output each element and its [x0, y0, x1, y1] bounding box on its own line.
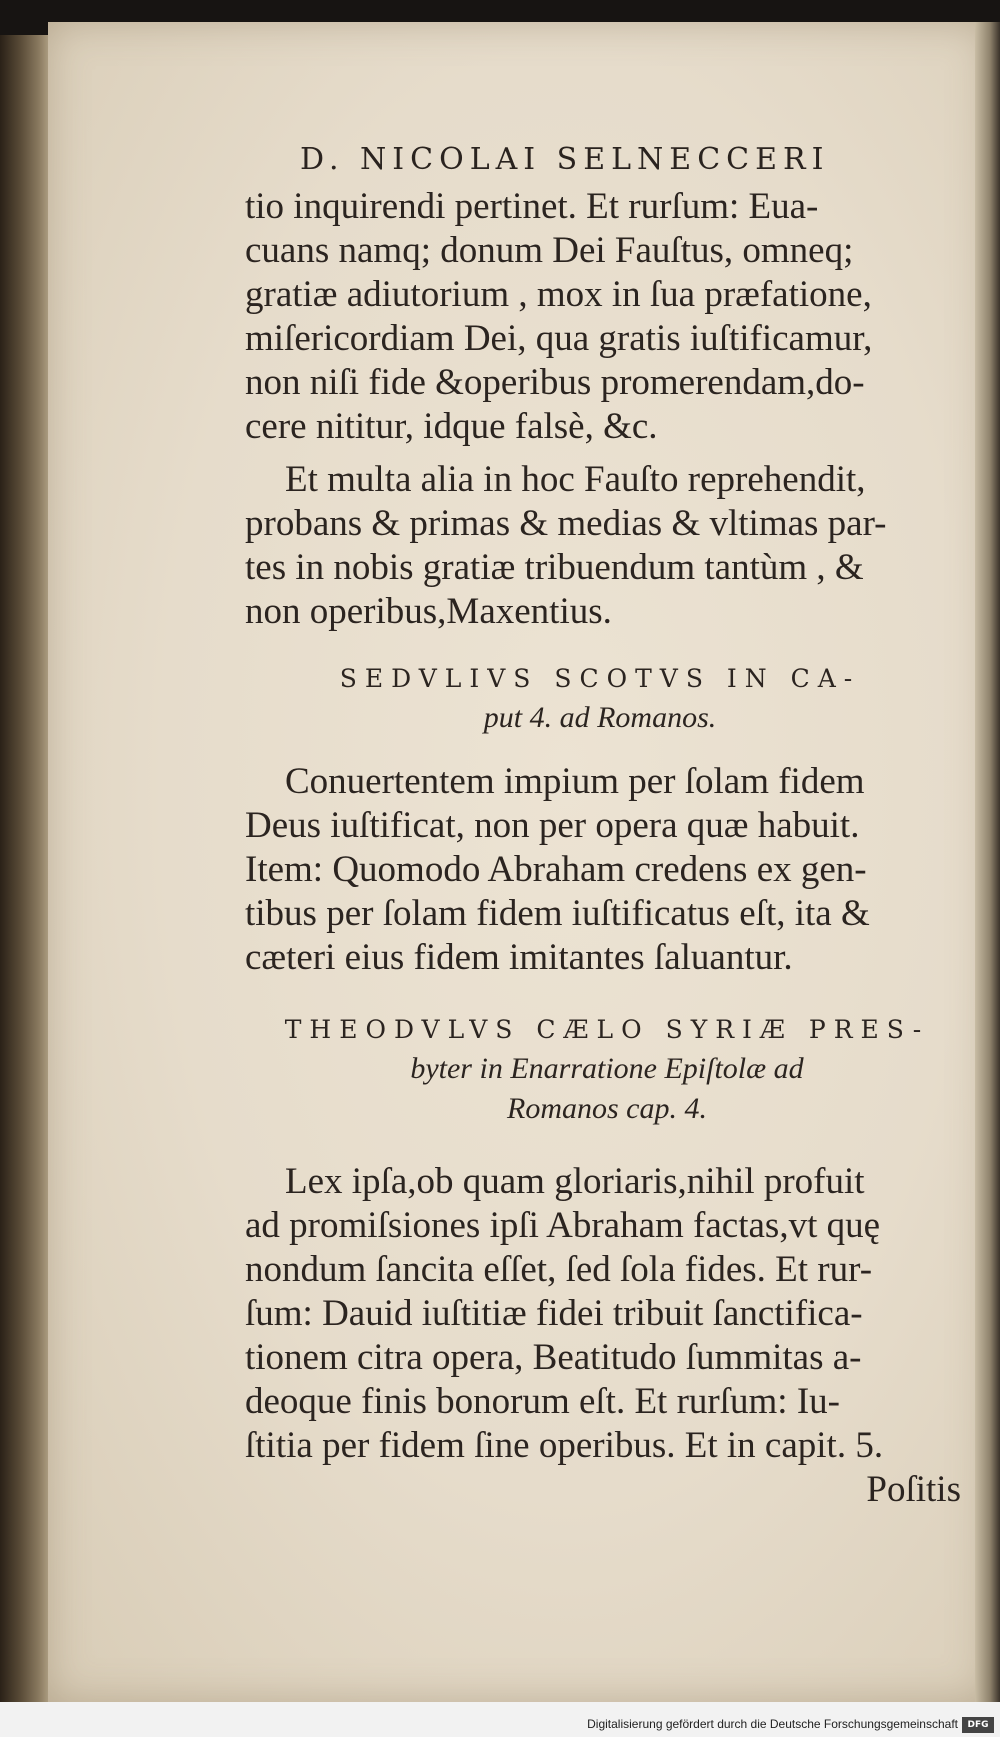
text-line: tes in nobis gratiæ tribuendum tantùm , & [245, 547, 864, 588]
text-line: cæteri eius fidem imitantes ſaluantur. [245, 937, 793, 978]
paragraph-2 [245, 458, 965, 634]
text-line: probans & primas & medias & vltimas par- [245, 503, 887, 544]
text-line: non niſi fide &operibus promerendam,do- [245, 362, 865, 403]
text-line: Item: Quomodo Abraham credens ex gen- [245, 849, 867, 890]
text-line: tibus per ſolam fidem iuſtificatus eſt, ita & [245, 893, 870, 934]
text-line: gratiæ adiutorium , mox in ſua præfatione, [245, 274, 872, 315]
catchword: Poſitis [866, 1469, 961, 1510]
heading-caps: THEODVLVS CÆLO SYRIÆ PRES- [284, 1015, 930, 1044]
section-heading-2 [242, 1015, 972, 1126]
running-head: D. NICOLAI SELNECCERI [300, 142, 830, 177]
text-line: tio inquirendi pertinet. Et rurſum: Eua- [245, 186, 819, 227]
heading-italic: put 4. ad Romanos. [483, 701, 717, 734]
text-line: tionem citra opera, Beatitudo ſummitas a- [245, 1337, 862, 1378]
text-line: miſericordiam Dei, qua gratis iuſtificamur, [245, 318, 873, 359]
paragraph-3 [245, 760, 965, 980]
text-line: cere nititur, idque falsè, &c. [245, 406, 658, 447]
paragraph-4 [245, 1160, 965, 1512]
text-line: ad promiſsiones ipſi Abraham factas,vt quę [245, 1205, 881, 1246]
heading-caps: SEDVLIVS SCOTVS IN CA- [339, 664, 861, 693]
text-line: Conuertentem impium per ſolam fidem [285, 761, 865, 802]
text-line: ſum: Dauid iuſtitiæ fidei tribuit ſanctifica- [245, 1293, 863, 1334]
text-line: Lex ipſa,ob quam gloriaris,nihil profuit [285, 1161, 865, 1202]
text-line: cuans namq; donum Dei Fauſtus, omneq; [245, 230, 854, 271]
book-binding [0, 35, 52, 1710]
paragraph-1 [245, 185, 965, 449]
text-line: deoque finis bonorum eſt. Et rurſum: Iu- [245, 1381, 840, 1422]
text-line: non operibus,Maxentius. [245, 591, 612, 632]
heading-italic: Romanos cap. 4. [507, 1092, 707, 1125]
footer-credit: Digitalisierung gefördert durch die Deutsche Forschungsgemeinschaft [587, 1717, 958, 1731]
dfg-logo-icon: DFG [962, 1717, 994, 1733]
heading-italic: byter in Enarratione Epiſtolæ ad [410, 1052, 804, 1085]
text-line: Deus iuſtificat, non per opera quæ habuit. [245, 805, 860, 846]
section-heading-1 [260, 664, 940, 735]
text-line: nondum ſancita eſſet, ſed ſola fides. Et rur- [245, 1249, 873, 1290]
text-line: ſtitia per fidem ſine operibus. Et in capit. 5. [245, 1425, 884, 1466]
footer-bar [0, 1702, 1000, 1737]
page-edge [975, 22, 1000, 1707]
text-line: Et multa alia in hoc Fauſto reprehendit, [285, 459, 866, 500]
